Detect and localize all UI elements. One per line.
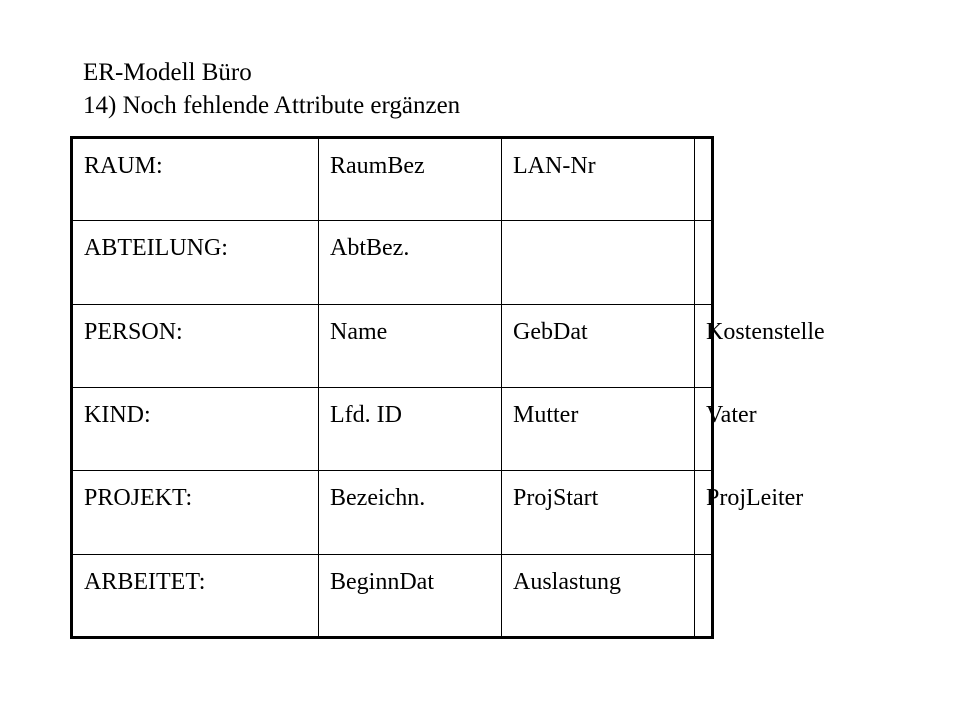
table-row-kind (72, 387, 713, 470)
table-row-arbeitet (72, 554, 713, 637)
attribute-cell: GebDat (502, 304, 695, 387)
page-subtitle: 14) Noch fehlende Attribute ergänzen (83, 92, 461, 119)
attribute-cell (502, 221, 695, 304)
entity-cell: KIND: (72, 387, 319, 470)
attribute-cell (695, 138, 713, 221)
attribute-cell: Kostenstelle (695, 304, 713, 387)
er-attribute-table (70, 136, 825, 639)
entity-cell: PERSON: (72, 304, 319, 387)
attribute-cell: Mutter (502, 387, 695, 470)
table-row-raum (72, 138, 713, 221)
attribute-cell: ProjStart (502, 471, 695, 554)
attribute-cell: RaumBez (319, 138, 502, 221)
attribute-cell (695, 554, 713, 637)
attribute-cell: LAN-Nr (502, 138, 695, 221)
table-row-projekt (72, 471, 713, 554)
attribute-cell: Lfd. ID (319, 387, 502, 470)
attribute-cell: Vater (695, 387, 713, 470)
attribute-cell: Bezeichn. (319, 471, 502, 554)
entity-cell: ABTEILUNG: (72, 221, 319, 304)
page-title: ER-Modell Büro (83, 59, 252, 86)
attribute-cell: ProjLeiter (695, 471, 713, 554)
table-row-person (72, 304, 713, 387)
table-row-abteilung (72, 221, 713, 304)
attribute-cell: BeginnDat (319, 554, 502, 637)
title-block (83, 56, 460, 122)
attribute-cell: Name (319, 304, 502, 387)
attribute-cell: AbtBez. (319, 221, 502, 304)
attribute-cell: Auslastung (502, 554, 695, 637)
entity-cell: PROJEKT: (72, 471, 319, 554)
entity-cell: RAUM: (72, 138, 319, 221)
attribute-cell (695, 221, 713, 304)
entity-cell: ARBEITET: (72, 554, 319, 637)
